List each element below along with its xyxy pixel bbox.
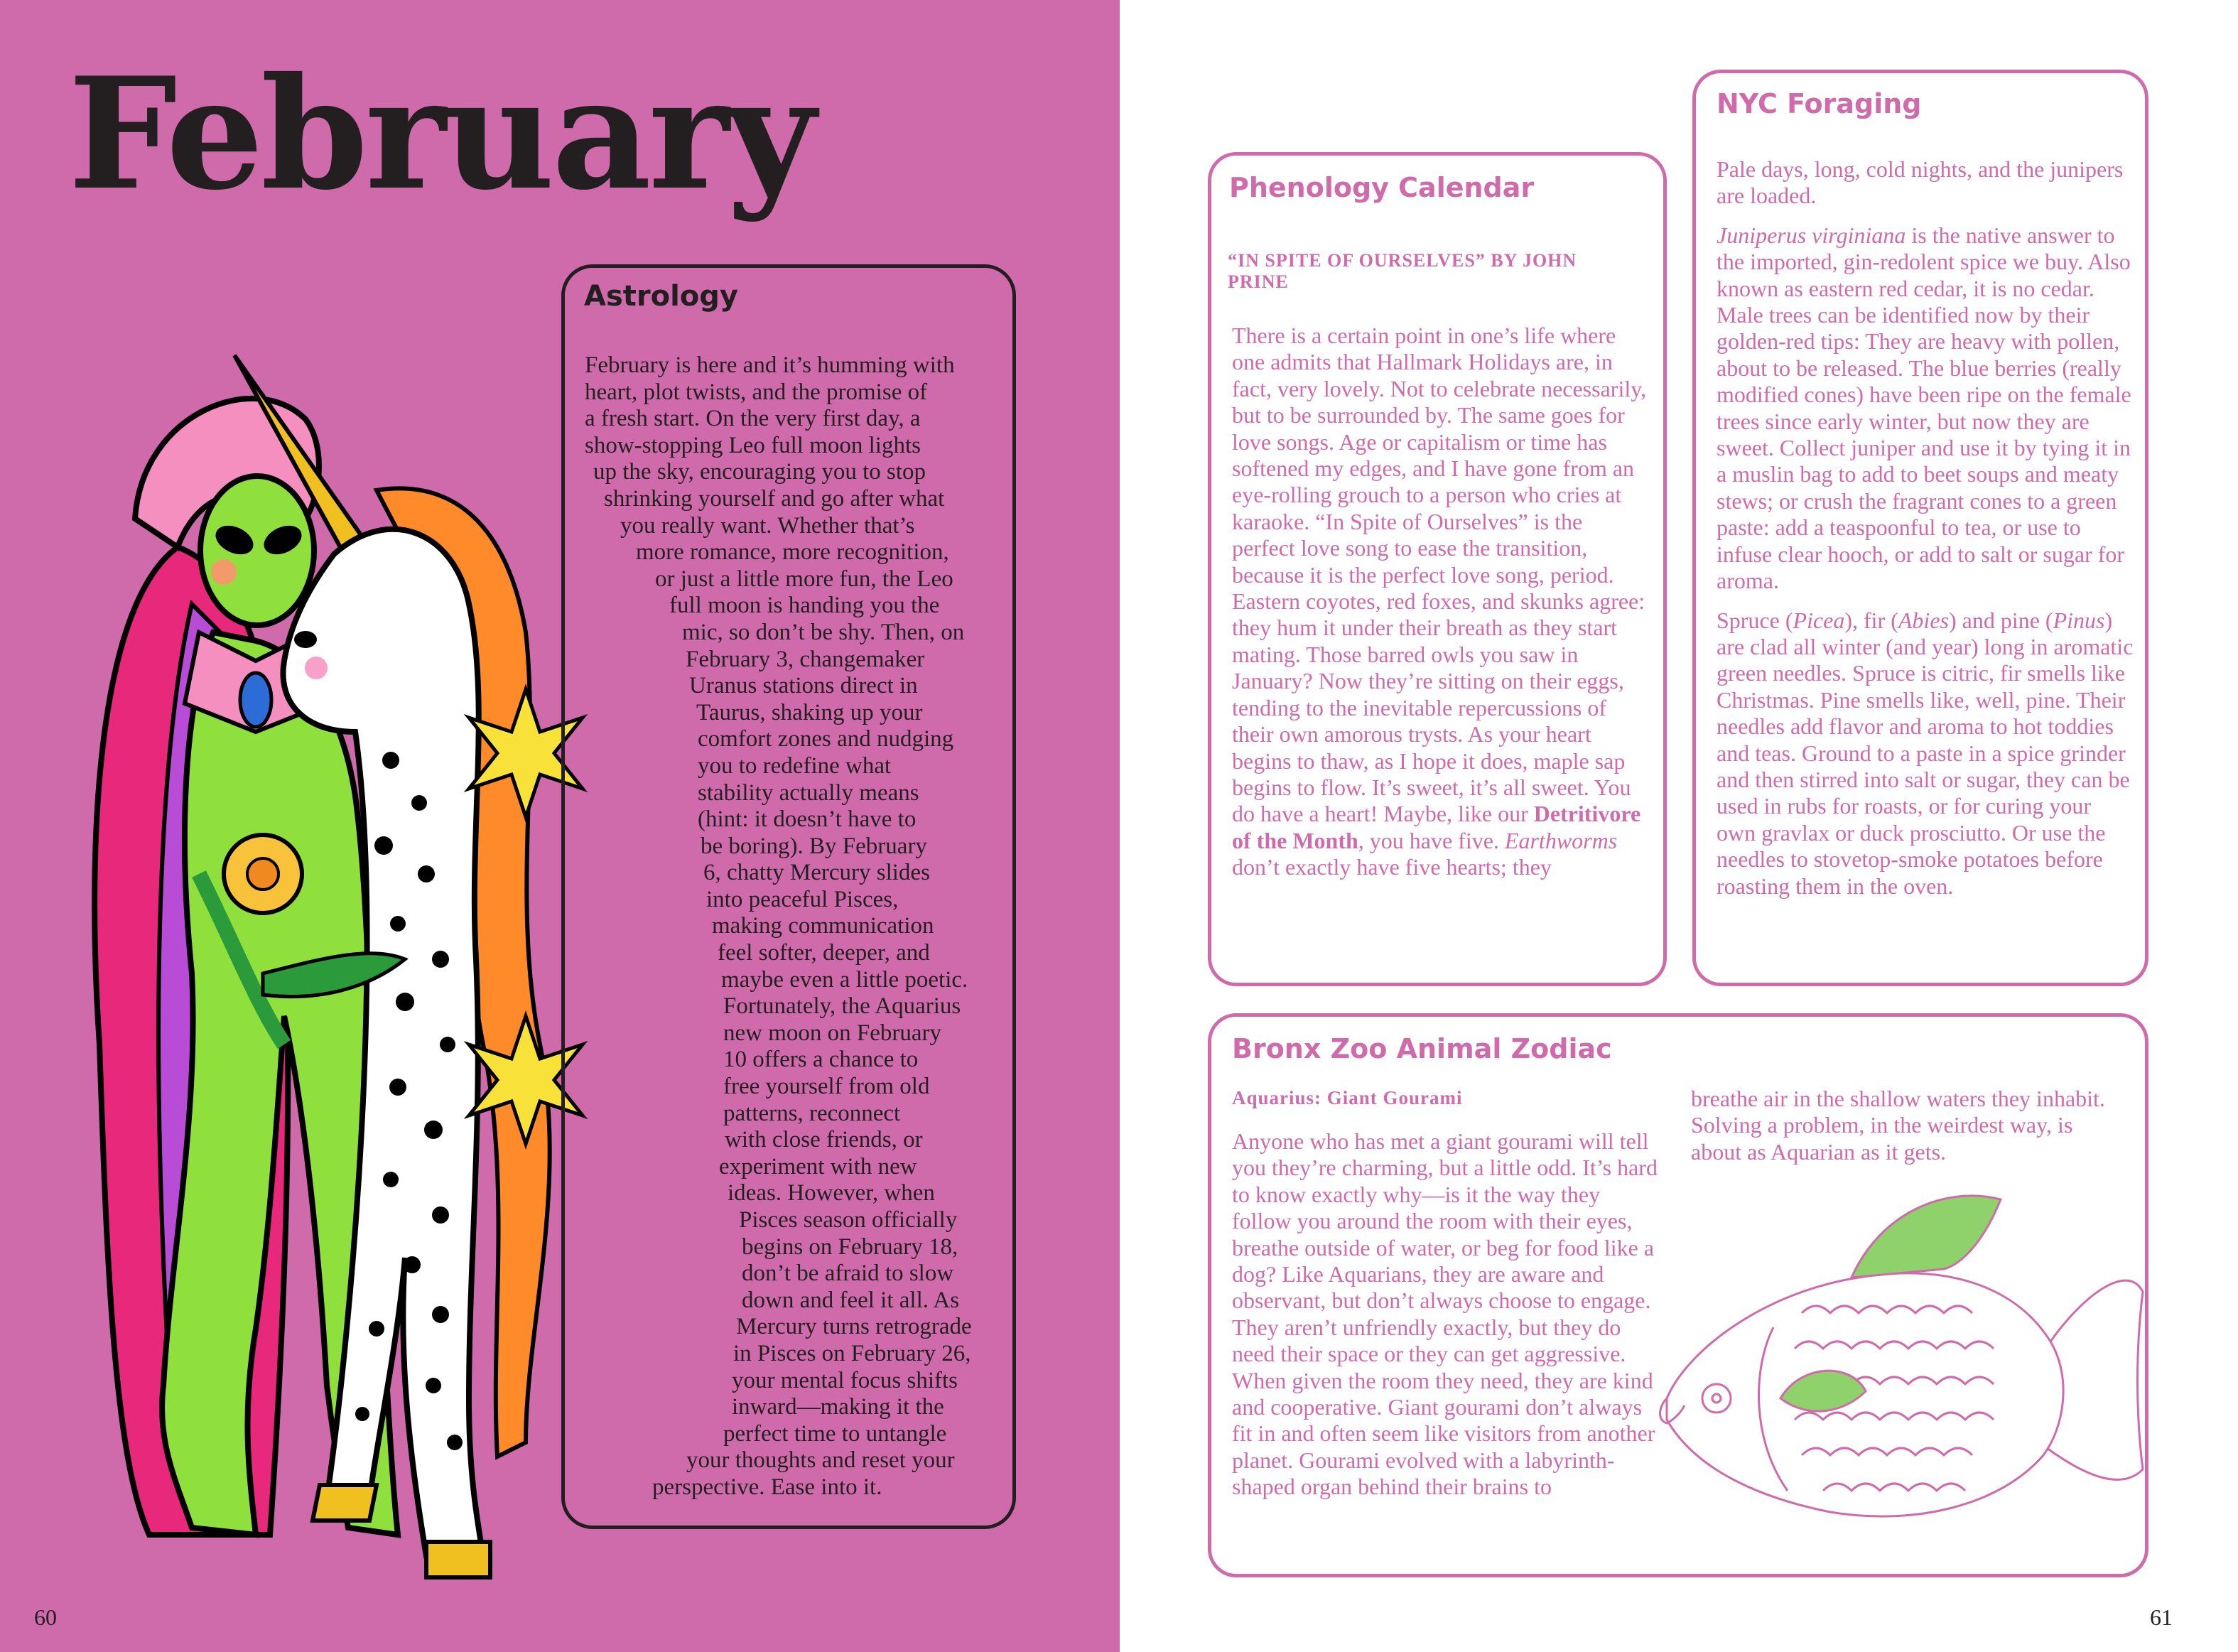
astrology-line: 10 offers a chance to [723,1047,919,1073]
foraging-paragraph [1717,608,2136,900]
astrology-line: experiment with new [719,1153,917,1179]
astrology-line: Uranus stations direct in [689,673,918,699]
astrology-line: heart, plot twists, and the promise of [585,379,928,405]
foraging-p3-c: ) and pine ( [1948,607,2053,633]
astrology-line: begins on February 18, [742,1233,958,1260]
foraging-title: NYC Foraging [1717,88,1922,119]
fish-body-outline [1667,1273,2063,1516]
phenology-subtitle: “IN SPITE OF OURSELVES” BY JOHN PRINE [1228,250,1577,292]
foraging-p3-d: ) are clad all winter (and year) long in aromatic green needles. Spruce is citric, fir smells like Christmas. Pine smells like, well, pine. Their needles add flavor and aroma to hot toddies and teas. Ground to a paste in a spice grinder and then stirred into salt or sugar, they can be used in rubs for roasts, or for curing your own gravlax or duck prosciutto. Or use the needles to stovetop-smoke potatoes before roasting them in the oven. [1717,607,2134,899]
astrology-line: Taurus, shaking up your [696,699,923,725]
astrology-text [0,352,1120,1501]
astrology-line: comfort zones and nudging [698,726,954,752]
fish-pectoral-fin [1780,1371,1866,1411]
phenology-body-end: don’t exactly have five hearts; they [1232,854,1552,880]
astrology-line: inward—making it the [732,1394,944,1420]
astrology-line: show-stopping Leo full moon lights [585,432,921,458]
foraging-p3-a: Spruce ( [1717,607,1793,633]
phenology-body: There is a certain point in one’s life where one admits that Hallmark Holidays are, in fact, very lovely. Not to celebrate necessarily, but to be surrounded by. The same goes for love songs. Age or capitalism or time has softened my edges, and I have gone from an eye-rolling grouch to a person who cries at karaoke. “In Spite of Ourselves” is the perfect love song to ease the transition, because it is the perfect love song, period. Eastern coyotes, red foxes, and skunks agree: they hum it under their breath as they start mating. Those barred owls you saw in January? Now they’re sitting on their eggs, tending to the inevitable repercussions of their own amorous trysts. As your heart begins to thaw, as I hope it does, maple sap begins to flow. It’s sweet, it’s all sweet. You do have a heart! Maybe, like our [1232,323,1647,827]
fish-eye [1702,1384,1731,1413]
hoof-1 [426,1542,490,1577]
astrology-line: with close friends, or [725,1127,923,1153]
juniperus-name: Juniperus virginiana [1717,222,1906,248]
astrology-line: perfect time to untangle [723,1420,947,1447]
foraging-text [1717,156,2136,912]
astrology-line: you really want. Whether that’s [620,512,915,539]
fish-pupil [1712,1394,1721,1403]
earthworms-text: Earthworms [1504,827,1618,853]
astrology-line: more romance, more recognition, [636,539,949,566]
astrology-line: free yourself from old [723,1074,930,1100]
astrology-title: Astrology [584,280,738,313]
astrology-line: be boring). By February [701,833,927,859]
picea-name: Picea [1793,607,1845,633]
fish-gill [1759,1327,1788,1491]
astrology-line: down and feel it all. As [742,1287,960,1313]
astrology-line: up the sky, encouraging you to stop [593,459,926,485]
page-number-left: 60 [34,1604,57,1630]
giant-gourami-illustration [1645,1185,2157,1555]
astrology-line: a fresh start. On the very first day, a [585,406,921,432]
foraging-p3-b: ), fir ( [1844,607,1898,633]
astrology-line: 6, chatty Mercury slides [703,860,930,886]
astrology-line: patterns, reconnect [723,1100,901,1126]
astrology-line: Mercury turns retrograde [736,1314,972,1340]
astrology-line: maybe even a little poetic. [721,966,968,993]
astrology-line: in Pisces on February 26, [733,1340,971,1366]
page-number-right: 61 [2150,1604,2173,1630]
astrology-line: shrinking yourself and go after what [604,485,945,512]
astrology-line: you to redefine what [698,752,892,779]
zodiac-title: Bronx Zoo Animal Zodiac [1232,1033,1612,1064]
astrology-line: your thoughts and reset your [686,1447,955,1474]
astrology-line: perspective. Ease into it. [652,1474,882,1500]
astrology-line: (hint: it doesn’t have to [698,806,917,833]
zodiac-subtitle: Aquarius: Giant Gourami [1232,1087,1463,1108]
astrology-line: Pisces season officially [739,1207,958,1233]
zodiac-text-right: breathe air in the shallow waters they inhabit. Solving a problem, in the weirdest way, is about as Aquarian as it gets. [1691,1086,2105,1165]
astrology-line: making communication [712,913,934,939]
phenology-body-mid: , you have five. [1358,827,1499,853]
astrology-line: stability actually means [698,779,919,806]
fish-mouth [1660,1398,1685,1423]
pinus-name: Pinus [2053,607,2105,633]
astrology-line: feel softer, deeper, and [718,940,930,966]
abies-name: Abies [1898,607,1949,633]
astrology-line: Fortunately, the Aquarius [723,993,961,1020]
fish-dorsal-fin [1852,1196,2001,1278]
astrology-line: mic, so don’t be shy. Then, on [682,619,965,645]
month-title: February [68,43,813,224]
foraging-paragraph [1717,222,2136,595]
astrology-line: February 3, changemaker [686,646,925,672]
foraging-paragraph: Pale days, long, cold nights, and the junipers are loaded. [1717,156,2124,209]
astrology-line: into peaceful Pisces, [706,886,899,912]
zodiac-text-left: Anyone who has met a giant gourami will tell you they’re charming, but a little odd. It’s hard to know exactly why—is it the way they follow you around the room with their eyes, breathe outside of water, or beg for food like a dog? Like Aquarians, they are aware and observant, but don’t always choose to engage. They aren’t unfriendly exactly, but they do need their space or they can get aggressive. When given the room they need, they are kind and cooperative. Giant gourami don’t always fit in and often seem like visitors from another planet. Gourami evolved with a labyrinth-shaped organ behind their brains to [1232,1128,1658,1500]
astrology-line: your mental focus shifts [732,1367,958,1393]
fish-tail [2047,1280,2143,1479]
astrology-line: ideas. However, when [728,1180,935,1206]
astrology-line: new moon on February [723,1020,942,1046]
foraging-p2-text: is the native answer to the imported, gin-redolent spice we buy. Also known as eastern red cedar, it is no cedar. Male trees can be identified now by their golden-red tips: They are heavy with pollen, about to be released. The blue berries (really modified cones) have been ripe on the female trees since early winter, but now they are sweet. Collect juniper and use it by tying it in a muslin bag to add to beet soups and meaty stews; or crush the fragrant cones to a green paste: add a teaspoonful to tea, or use to infuse clear hooch, or add to salt or sugar for aroma. [1717,222,2131,594]
phenology-text [1232,323,1648,881]
astrology-line: February is here and it’s humming with [585,352,955,378]
astrology-line: full moon is handing you the [669,593,940,619]
astrology-line: or just a little more fun, the Leo [655,566,953,592]
detritivore-link-text: Detritivore of the Month [1232,801,1641,853]
astrology-line: don’t be afraid to slow [742,1260,954,1287]
phenology-title: Phenology Calendar [1229,172,1535,203]
